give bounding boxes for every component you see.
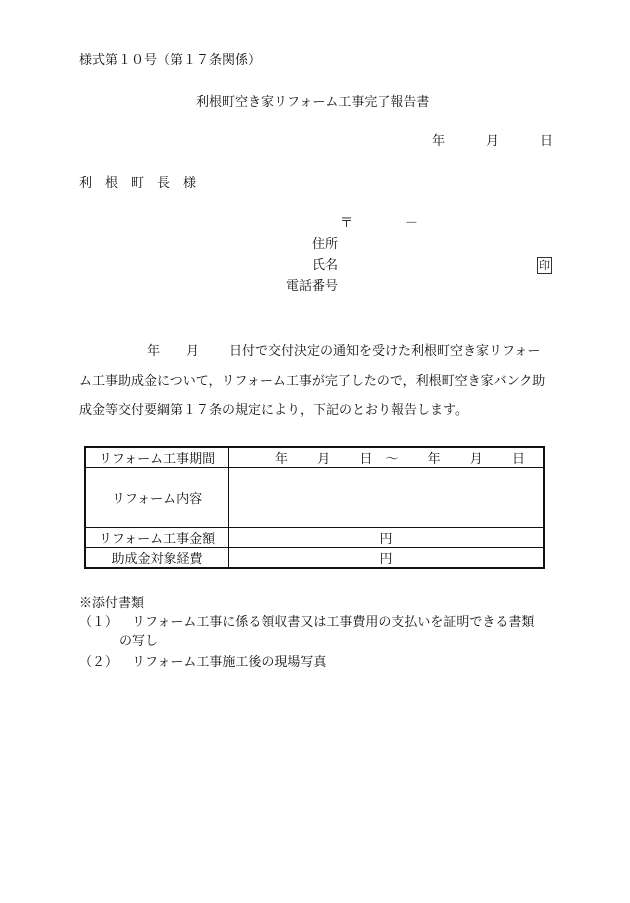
content-label: リフォーム内容 bbox=[85, 468, 229, 528]
date-year: 年 bbox=[432, 134, 446, 149]
date-month: 月 bbox=[486, 134, 500, 149]
date-day: 日 bbox=[540, 134, 554, 149]
period-start-month: 月 bbox=[317, 452, 331, 467]
phone-label: 電話番号 bbox=[286, 279, 339, 294]
seal-mark: 印 bbox=[539, 259, 550, 272]
attachments-heading: ※添付書類 bbox=[79, 596, 145, 611]
amount-label: リフォーム工事金額 bbox=[85, 528, 229, 548]
period-end-day: 日 bbox=[511, 452, 525, 467]
table-row bbox=[85, 528, 544, 548]
attachment-2-text: リフォーム工事施工後の現場写真 bbox=[132, 655, 327, 670]
attachment-1-number: （１） bbox=[79, 615, 119, 630]
period-start-day: 日 ～ bbox=[359, 452, 399, 467]
address-label: 住所 bbox=[312, 237, 339, 252]
table-row bbox=[85, 447, 544, 468]
period-label: リフォーム工事期間 bbox=[85, 447, 229, 468]
table-row bbox=[85, 548, 544, 569]
addressee: 利 根 町 長 様 bbox=[79, 176, 197, 191]
body-line3: 成金等交付要綱第１７条の規定により，下記のとおり報告します。 bbox=[79, 403, 468, 418]
subsidy-label: 助成金対象経費 bbox=[85, 548, 229, 569]
body-month: 月 bbox=[186, 344, 200, 359]
report-table bbox=[84, 446, 545, 569]
attachment-1-continued: の写し bbox=[119, 634, 159, 649]
postal-dash: － bbox=[405, 216, 419, 231]
attachment-1-text: リフォーム工事に係る領収書又は工事費用の支払いを証明できる書類 bbox=[132, 615, 535, 630]
period-value bbox=[229, 447, 545, 468]
attachment-2-number: （２） bbox=[79, 655, 119, 670]
period-end-month: 月 bbox=[469, 452, 483, 467]
body-line1: 日付で交付決定の通知を受けた利根町空き家リフォー bbox=[229, 344, 541, 359]
body-year: 年 bbox=[147, 344, 161, 359]
body-line2: ム工事助成金について，リフォーム工事が完了したので，利根町空き家バンク助 bbox=[79, 374, 546, 389]
name-label: 氏名 bbox=[312, 258, 339, 273]
table-row bbox=[85, 468, 544, 528]
form-number: 様式第１０号（第１７条関係） bbox=[79, 53, 262, 68]
document-title: 利根町空き家リフォーム工事完了報告書 bbox=[196, 95, 430, 110]
period-start-year: 年 bbox=[275, 452, 289, 467]
content-value bbox=[229, 468, 545, 528]
amount-unit: 円 bbox=[229, 528, 545, 548]
subsidy-unit: 円 bbox=[229, 548, 545, 569]
postal-mark: 〒 bbox=[340, 216, 354, 231]
period-end-year: 年 bbox=[427, 452, 441, 467]
